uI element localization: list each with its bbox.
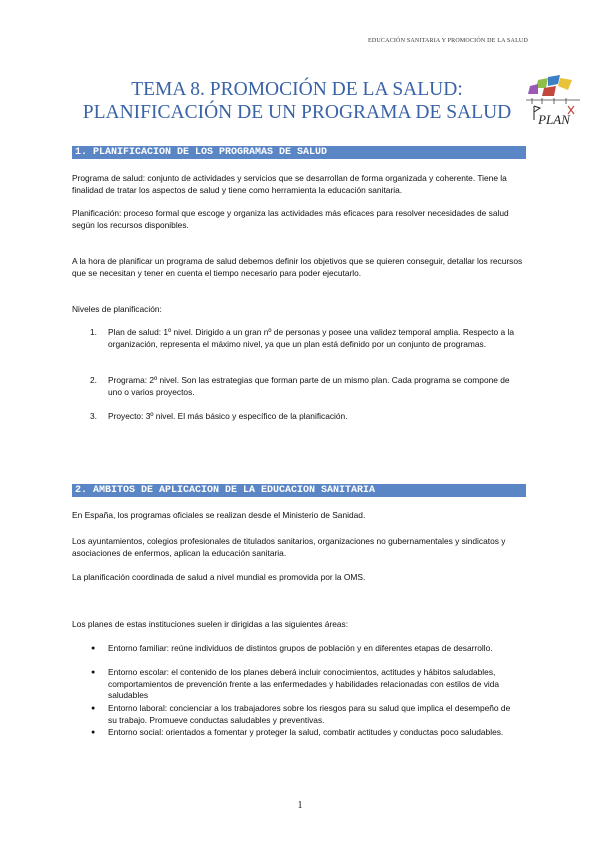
plan-logo-text: PLAN: [538, 112, 570, 127]
section-heading-1: 1. PLANIFICACION DE LOS PROGRAMAS DE SALUD: [72, 146, 526, 159]
areas-intro: Los planes de estas instituciones suelen ir dirigidas a las siguientes áreas:: [72, 619, 349, 629]
paragraph-oms: La planificación coordinada de salud a nivel mundial es promovida por la OMS.: [72, 572, 366, 582]
running-header: EDUCACIÓN SANITARIA Y PROMOCIÓN DE LA SALUD: [367, 38, 528, 44]
title-line-2: PLANIFICACIÓN DE UN PROGRAMA DE SALUD: [82, 102, 512, 123]
paragraph-ayuntamientos: Los ayuntamientos, colegios profesionales de titulados sanitarios, organizaciones no gubernamentales y sindicatos y asociaciones de enfermos, aplican la educación sanitaria.: [72, 536, 506, 558]
page-number: 1: [297, 800, 303, 811]
area-item-familiar: Entorno familiar: reúne individuos de distintos grupos de población y en diferentes etapas de desarrollo.: [108, 643, 493, 653]
plan-logo-image: [524, 74, 582, 130]
level-number: 2.: [90, 375, 97, 385]
bullet-icon: ●: [91, 645, 96, 652]
levels-intro: Niveles de planificación:: [72, 304, 162, 314]
level-item-programa: Programa: 2º nivel. Son las estrategias que forman parte de un mismo plan. Cada programa se compone de uno o varios proyectos.: [108, 375, 510, 397]
bullet-icon: ●: [91, 729, 96, 736]
area-item-laboral: Entorno laboral: concienciar a los trabajadores sobre los riesgos para su salud que implica el desempeño de su trabajo. Promueve conductas saludables y preventivas.: [108, 703, 511, 725]
area-item-social: Entorno social: orientados a fomentar y proteger la salud, combatir actitudes y conductas poco saludables.: [108, 727, 504, 737]
bullet-icon: ●: [91, 705, 96, 712]
level-number: 1.: [90, 327, 97, 337]
area-item-escolar: Entorno escolar: el contenido de los planes deberá incluir conocimientos, actitudes y hábitos saludables, comportamientos de prevención frente a las enfermedades y habilidades relacionadas con estilos de vida saludables: [108, 667, 500, 700]
title-line-1: TEMA 8. PROMOCIÓN DE LA SALUD:: [131, 79, 463, 100]
paragraph-planificar-programa: A la hora de planificar un programa de salud debemos definir los objetivos que se quieren conseguir, detallar los recursos que se necesitan y tener en cuenta el tiempo necesario para poder ejecutarlo.: [72, 256, 523, 278]
paragraph-programa-de-salud: Programa de salud: conjunto de actividades y servicios que se desarrollan de forma organizada y coherente. Tiene la finalidad de tratar los aspectos de salud y tiene como herramienta la educación sanitaria.: [72, 173, 507, 195]
level-item-plan: Plan de salud: 1º nivel. Dirigido a un gran nº de personas y posee una validez temporal amplia. Respecto a la organización, representa el máximo nivel, ya que un plan está definido por un conjunto de programas.: [108, 327, 515, 349]
level-item-proyecto: Proyecto: 3º nivel. El más básico y específico de la planificación.: [108, 411, 348, 421]
section-heading-2: 2. AMBITOS DE APLICACION DE LA EDUCACION SANITARIA: [72, 484, 526, 497]
paragraph-planificacion: Planificación: proceso formal que escoge y organiza las actividades más eficaces para resolver necesidades de salud según los recursos disponibles.: [72, 208, 509, 230]
paragraph-ministerio: En España, los programas oficiales se realizan desde el Ministerio de Sanidad.: [72, 510, 366, 520]
bullet-icon: ●: [91, 669, 96, 676]
level-number: 3.: [90, 411, 97, 421]
page-title: [72, 78, 522, 124]
